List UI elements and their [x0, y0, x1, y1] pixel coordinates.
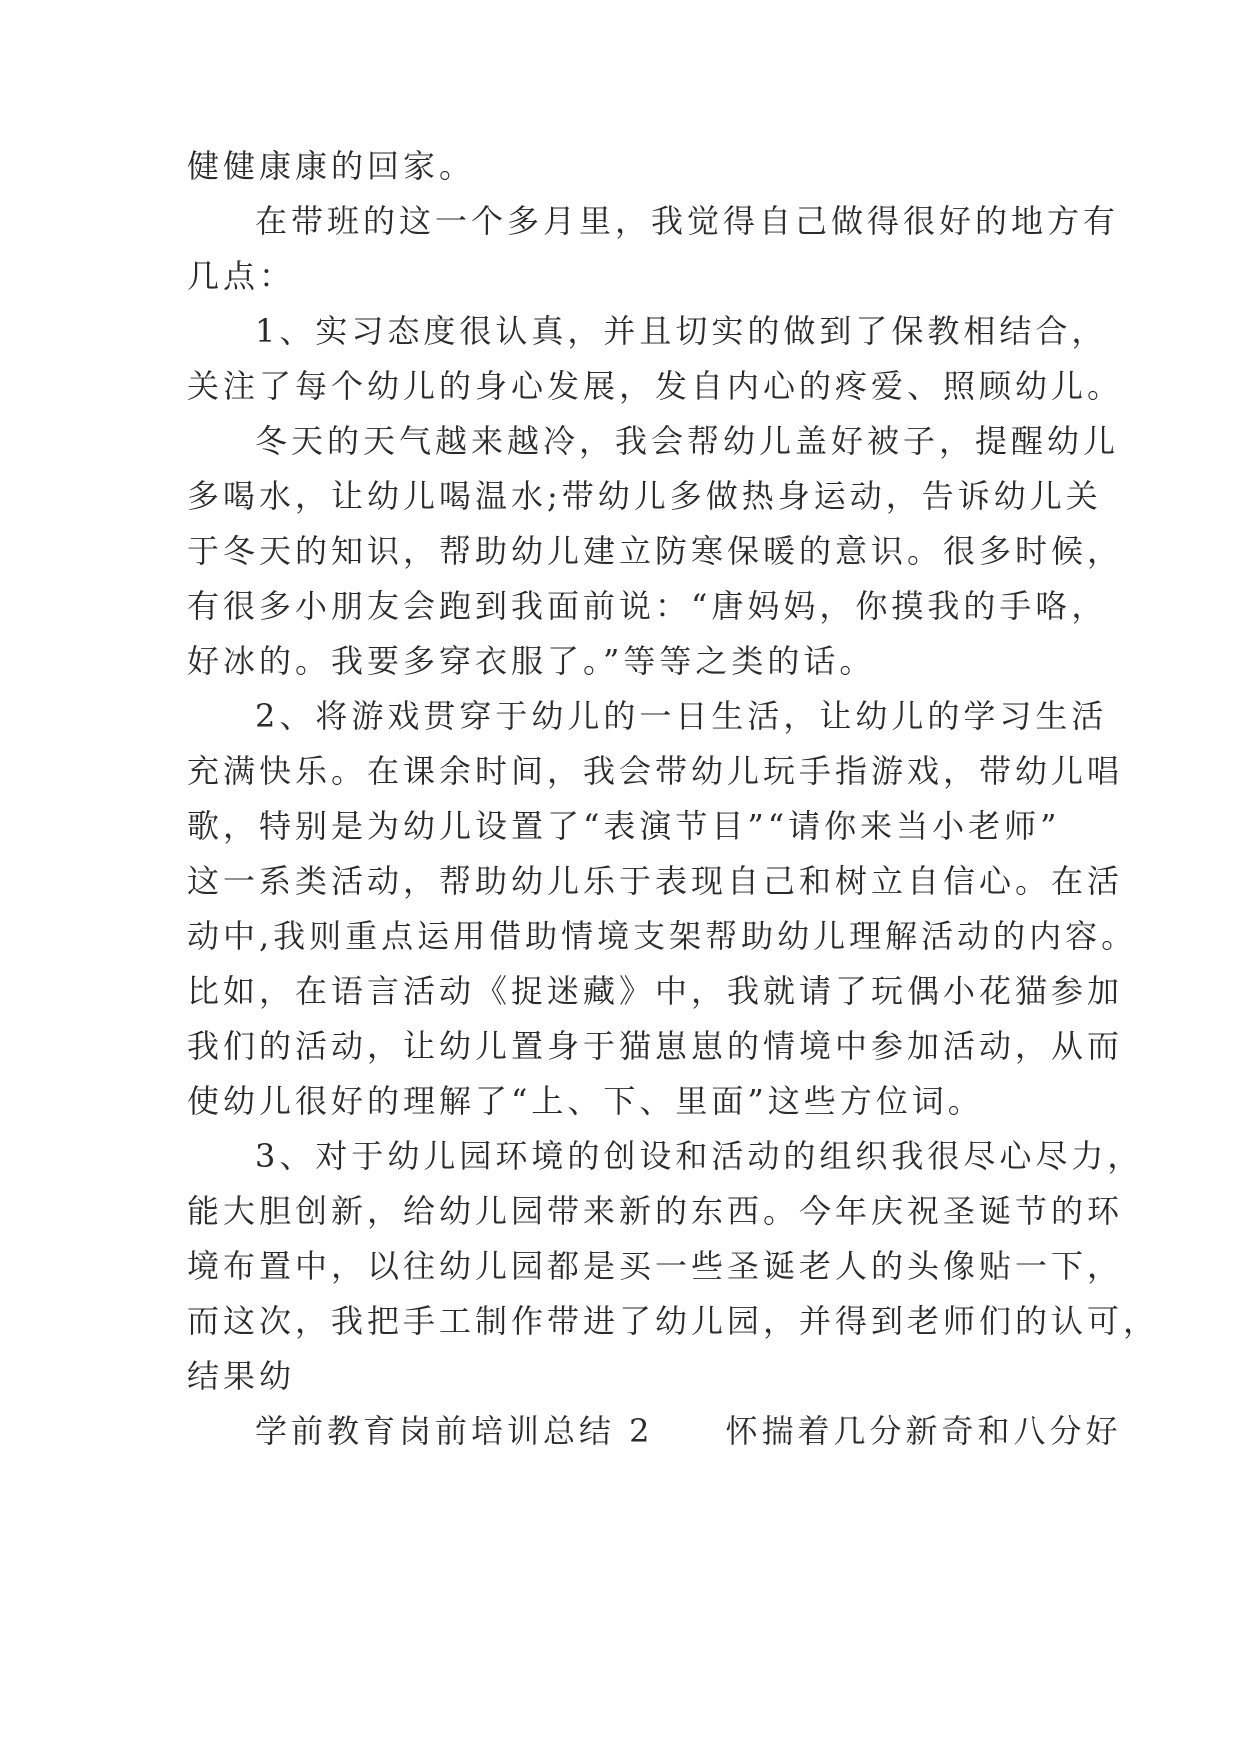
section-title-line: 学前教育岗前培训总结 2 怀揣着几分新奇和八分好 [255, 1412, 1122, 1450]
paragraph-line: 2、将游戏贯穿于幼儿的一日生活，让幼儿的学习生活 [255, 697, 1108, 735]
text-line: 好冰的。我要多穿衣服了。”等等之类的话。 [187, 642, 876, 680]
text-line: 充满快乐。在课余时间，我会带幼儿玩手指游戏，带幼儿唱 [187, 752, 1124, 790]
text-line: 能大胆创新，给幼儿园带来新的东西。今年庆祝圣诞节的环 [187, 1192, 1124, 1230]
paragraph-line: 3、对于幼儿园环境的创设和活动的组织我很尽心尽力， [255, 1137, 1144, 1175]
text-line: 有很多小朋友会跑到我面前说：“唐妈妈，你摸我的手咯， [187, 587, 1108, 625]
text-line: 歌，特别是为幼儿设置了“表演节目”“请你来当小老师” [187, 807, 1061, 845]
paragraph-line: 1、实习态度很认真，并且切实的做到了保教相结合， [255, 312, 1108, 350]
paragraph-line: 冬天的天气越来越冷，我会帮幼儿盖好被子，提醒幼儿 [255, 422, 1120, 460]
text-line: 境布置中，以往幼儿园都是买一些圣诞老人的头像贴一下， [187, 1247, 1124, 1285]
text-line: 结果幼 [187, 1357, 296, 1395]
text-line: 健健康康的回家。 [187, 147, 476, 185]
text-line: 我们的活动，让幼儿置身于猫崽崽的情境中参加活动，从而 [187, 1027, 1124, 1065]
text-line: 而这次，我把手工制作带进了幼儿园，并得到老师们的认可， [187, 1302, 1160, 1340]
paragraph-line: 在带班的这一个多月里，我觉得自己做得很好的地方有 [255, 202, 1120, 240]
text-line: 于冬天的知识，帮助幼儿建立防寒保暖的意识。很多时候， [187, 532, 1124, 570]
text-line: 这一系类活动，帮助幼儿乐于表现自己和树立自信心。在活 [187, 862, 1124, 900]
text-line: 多喝水，让幼儿喝温水;带幼儿多做热身运动，告诉幼儿关 [187, 477, 1102, 515]
text-line: 关注了每个幼儿的身心发展，发自内心的疼爱、照顾幼儿。 [187, 367, 1124, 405]
text-line: 比如，在语言活动《捉迷藏》中，我就请了玩偶小花猫参加 [187, 972, 1124, 1010]
text-line: 动中,我则重点运用借助情境支架帮助幼儿理解活动的内容。 [187, 917, 1138, 955]
text-line: 使幼儿很好的理解了“上、下、里面”这些方位词。 [187, 1082, 984, 1120]
text-line: 几点： [187, 257, 296, 295]
